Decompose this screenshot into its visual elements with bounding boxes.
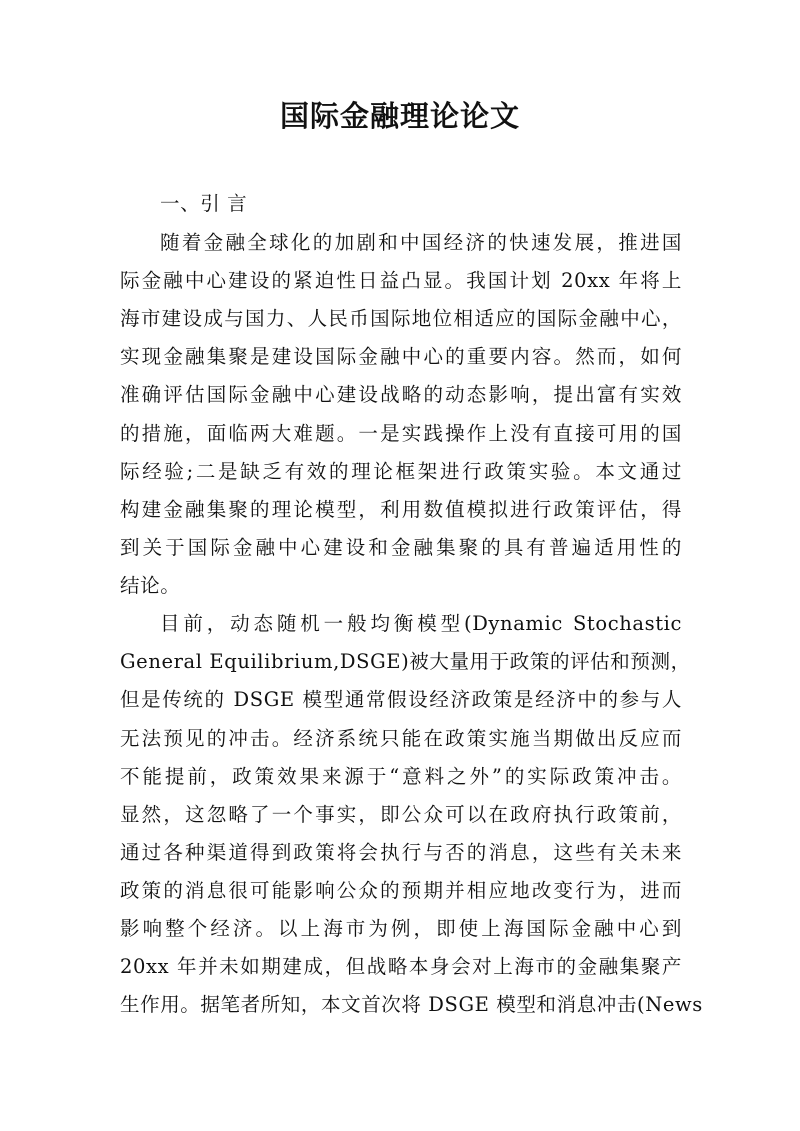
paragraph-line: 生作用。据笔者所知，本文首次将 DSGE 模型和消息冲击(News xyxy=(120,993,703,1016)
paragraph-line: 显然，这忽略了一个事实，即公众可以在政府执行政策前， xyxy=(120,803,682,826)
paragraph-line: 影响整个经济。以上海市为例，即使上海国际金融中心到 xyxy=(120,917,682,940)
paragraph-line: General Equilibrium,DSGE)被大量用于政策的评估和预测， xyxy=(120,650,691,673)
paragraph-line: 际金融中心建设的紧迫性日益凸显。我国计划 20xx 年将上 xyxy=(120,269,682,292)
paragraph-line: 的措施，面临两大难题。一是实践操作上没有直接可用的国 xyxy=(120,422,682,445)
paragraph-line: 通过各种渠道得到政策将会执行与否的消息，这些有关未来 xyxy=(120,841,682,864)
paragraph-line: 构建金融集聚的理论模型，利用数值模拟进行政策评估，得 xyxy=(120,498,682,521)
paragraph-line: 随着金融全球化的加剧和中国经济的快速发展，推进国 xyxy=(160,231,682,254)
paragraph-line: 海市建设成与国力、人民币国际地位相适应的国际金融中心， xyxy=(120,307,682,330)
paragraph-line: 结论。 xyxy=(120,574,181,597)
paragraph-line: 20xx 年并未如期建成，但战略本身会对上海市的金融集聚产 xyxy=(120,955,682,978)
section-heading: 一、引 言 xyxy=(160,192,248,215)
paragraph-line: 实现金融集聚是建设国际金融中心的重要内容。然而，如何 xyxy=(120,345,682,368)
document-title: 国际金融理论论文 xyxy=(279,99,520,133)
paragraph-line: 无法预见的冲击。经济系统只能在政策实施当期做出反应而 xyxy=(120,727,682,750)
paragraph-line: 到关于国际金融中心建设和金融集聚的具有普遍适用性的 xyxy=(120,536,682,559)
paragraph-line: 不能提前，政策效果来源于“意料之外”的实际政策冲击。 xyxy=(120,765,682,788)
paragraph-line: 政策的消息很可能影响公众的预期并相应地改变行为，进而 xyxy=(120,879,682,902)
paragraph-line: 准确评估国际金融中心建设战略的动态影响，提出富有实效 xyxy=(120,383,682,406)
paragraph-line: 际经验;二是缺乏有效的理论框架进行政策实验。本文通过 xyxy=(120,460,682,483)
paragraph-line: 但是传统的 DSGE 模型通常假设经济政策是经济中的参与人 xyxy=(120,688,682,711)
paragraph-line: 目前，动态随机一般均衡模型(Dynamic Stochastic xyxy=(160,612,682,635)
